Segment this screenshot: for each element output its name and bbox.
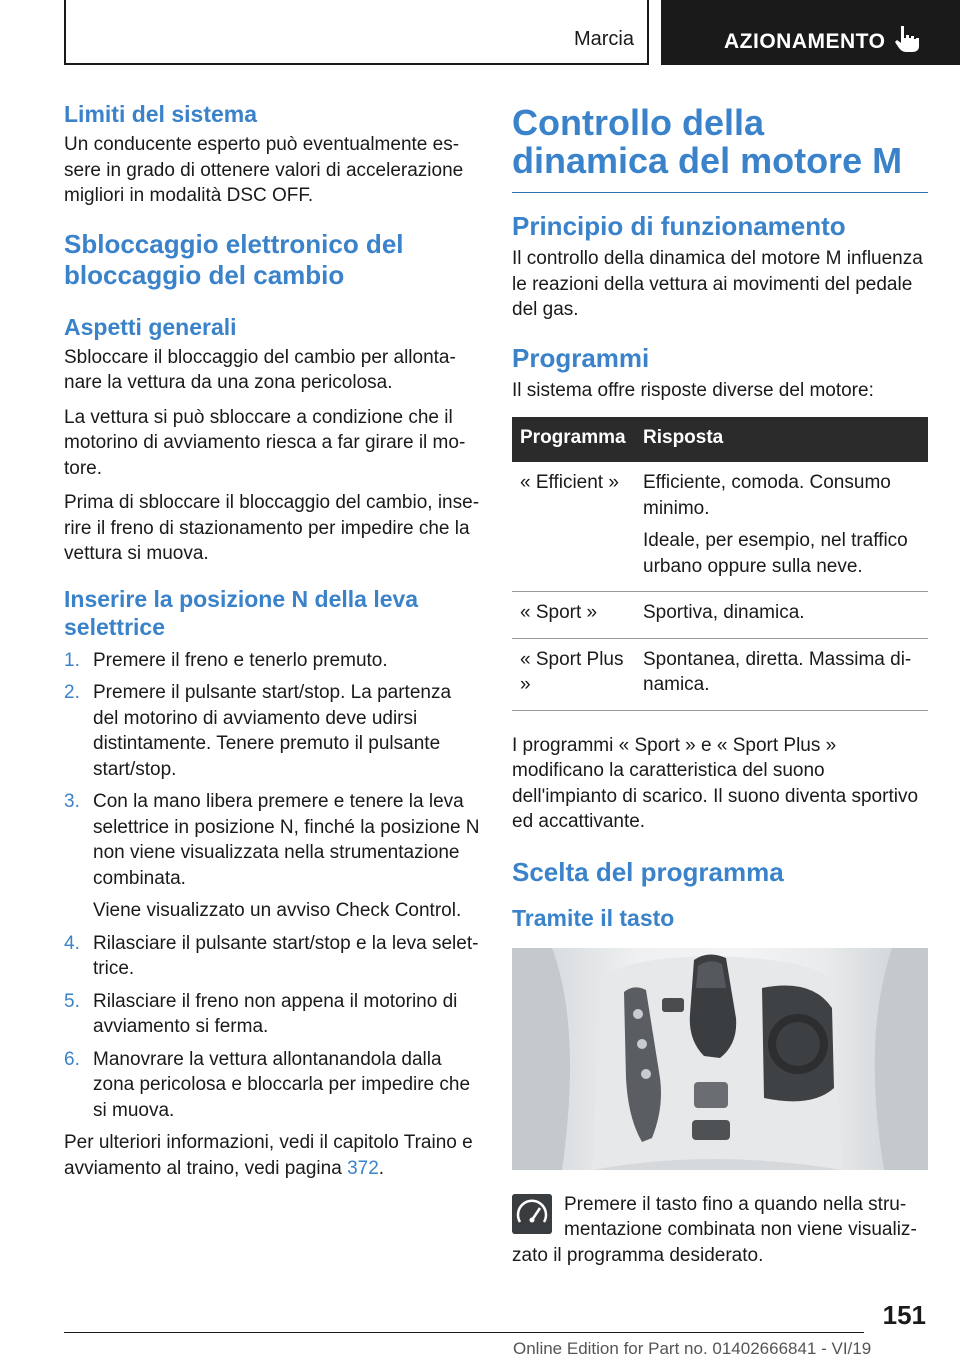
header-chapter-tab [661,0,960,65]
paragraph-aspetti-1: Sbloccare il bloccaggio del cambio per allontanare la vettura da una zona pericolosa. [64,346,456,393]
heading-aspetti: Aspetti generali [64,313,237,340]
table-cell-program: « Sport » [512,592,635,639]
table-header-cell: Programma [512,417,635,462]
right-column [512,100,928,1268]
table-row [512,638,928,710]
table-cell-program: « Efficient » [512,462,635,592]
paragraph-final: Per ulteriori informazioni, vedi il capitolo Traino e avviamento al traino, vedi pagina 372. [64,1132,473,1179]
heading-programmi: Programmi [512,342,650,373]
list-item: 2. Premere il pulsante start/stop. La partenza del motorino di avviamento deve udirsi distintamente. Tenere premuto il pulsante start/stop. [64,682,452,780]
gauge-icon [512,1194,552,1234]
center-console-photo [512,948,928,1170]
heading-sbloccaggio: Sbloccaggio elettronico del bloccaggio del cambio [64,228,404,290]
heading-limiti: Limiti del sistema [64,101,258,127]
list-item: 3. Con la mano libera premere e tenere la leva selettrice in posizione N, finché la posizione N non viene visualizzata nella strumentazione combinata. Viene visualizzato un avviso Check Control. [64,791,480,921]
programs-table [512,417,928,711]
hand-pointer-icon [893,24,921,54]
paragraph-aspetti-2: La vettura si può sbloccare a condizione che il motorino di avviamento riesca a far girare il motore. [64,406,466,479]
header-section-title: Marcia [573,28,634,50]
table-cell-response: Spontanea, diretta. Massima dinamica. [635,638,928,710]
heading-inserire: Inserire la posizione N della leva selettrice [64,585,419,640]
table-header-cell: Risposta [635,417,928,462]
paragraph-after-table: I programmi « Sport » e « Sport Plus » modificano la caratteristica del suono dell'impianto di scarico. Il suono diventa sportivo ed accattivante. [512,734,919,832]
table-header-row [512,417,928,462]
left-column [64,100,480,1181]
paragraph-principio: Il controllo della dinamica del motore M influenza le reazioni della vettura ai movimenti del pedale del gas. [512,248,923,320]
footer-edition: Online Edition for Part no. 01402666841 - VI/19 [513,1339,872,1358]
header-chapter-label: AZIONAMENTO [724,30,886,53]
table-row [512,592,928,639]
paragraph-programmi: Il sistema offre risposte diverse del motore: [512,379,874,401]
list-item: 5. Rilasciare il freno non appena il motorino di avviamento si ferma. [64,990,458,1037]
title-divider [512,192,928,193]
steps-list [64,648,480,1124]
note [512,1192,928,1269]
note-text: Premere il tasto fino a quando nella strumentazione combinata non viene visualizzato il programma desiderato. [512,1193,917,1266]
main-title: Controllo della dinamica del motore M [512,102,903,181]
paragraph-aspetti-3: Prima di sbloccare il bloccaggio del cambio, inserire il freno di stazionamento per impedire che la vettura si muova. [64,492,480,564]
header-frame [64,0,649,65]
table-row [512,462,928,592]
heading-scelta: Scelta del programma [512,856,784,887]
footer-divider [64,1332,864,1333]
page-link[interactable]: 372 [347,1157,379,1179]
list-item: 4. Rilasciare il pulsante start/stop e la leva selettrice. [64,932,479,979]
page-number: 151 [882,1300,926,1330]
list-item: 6. Manovrare la vettura allontanandola dalla zona pericolosa e bloccarla per impedire che si muova. [64,1048,471,1121]
heading-principio: Principio di funzionamento [512,211,846,241]
paragraph-limiti: Un conducente esperto può eventualmente essere in grado di ottenere valori di accelerazione migliori in modalità DSC OFF. [64,134,464,206]
list-item: 1. Premere il freno e tenerlo premuto. [64,649,388,671]
console-illustration [512,948,928,1170]
table-cell-response: Efficiente, comoda. Consumo minimo. Ideale, per esempio, nel traffico urbano oppure sulla neve. [635,462,928,592]
heading-tramite: Tramite il tasto [512,904,675,931]
table-cell-response: Sportiva, dinamica. [635,592,928,639]
table-cell-program: « Sport Plus » [512,638,635,710]
